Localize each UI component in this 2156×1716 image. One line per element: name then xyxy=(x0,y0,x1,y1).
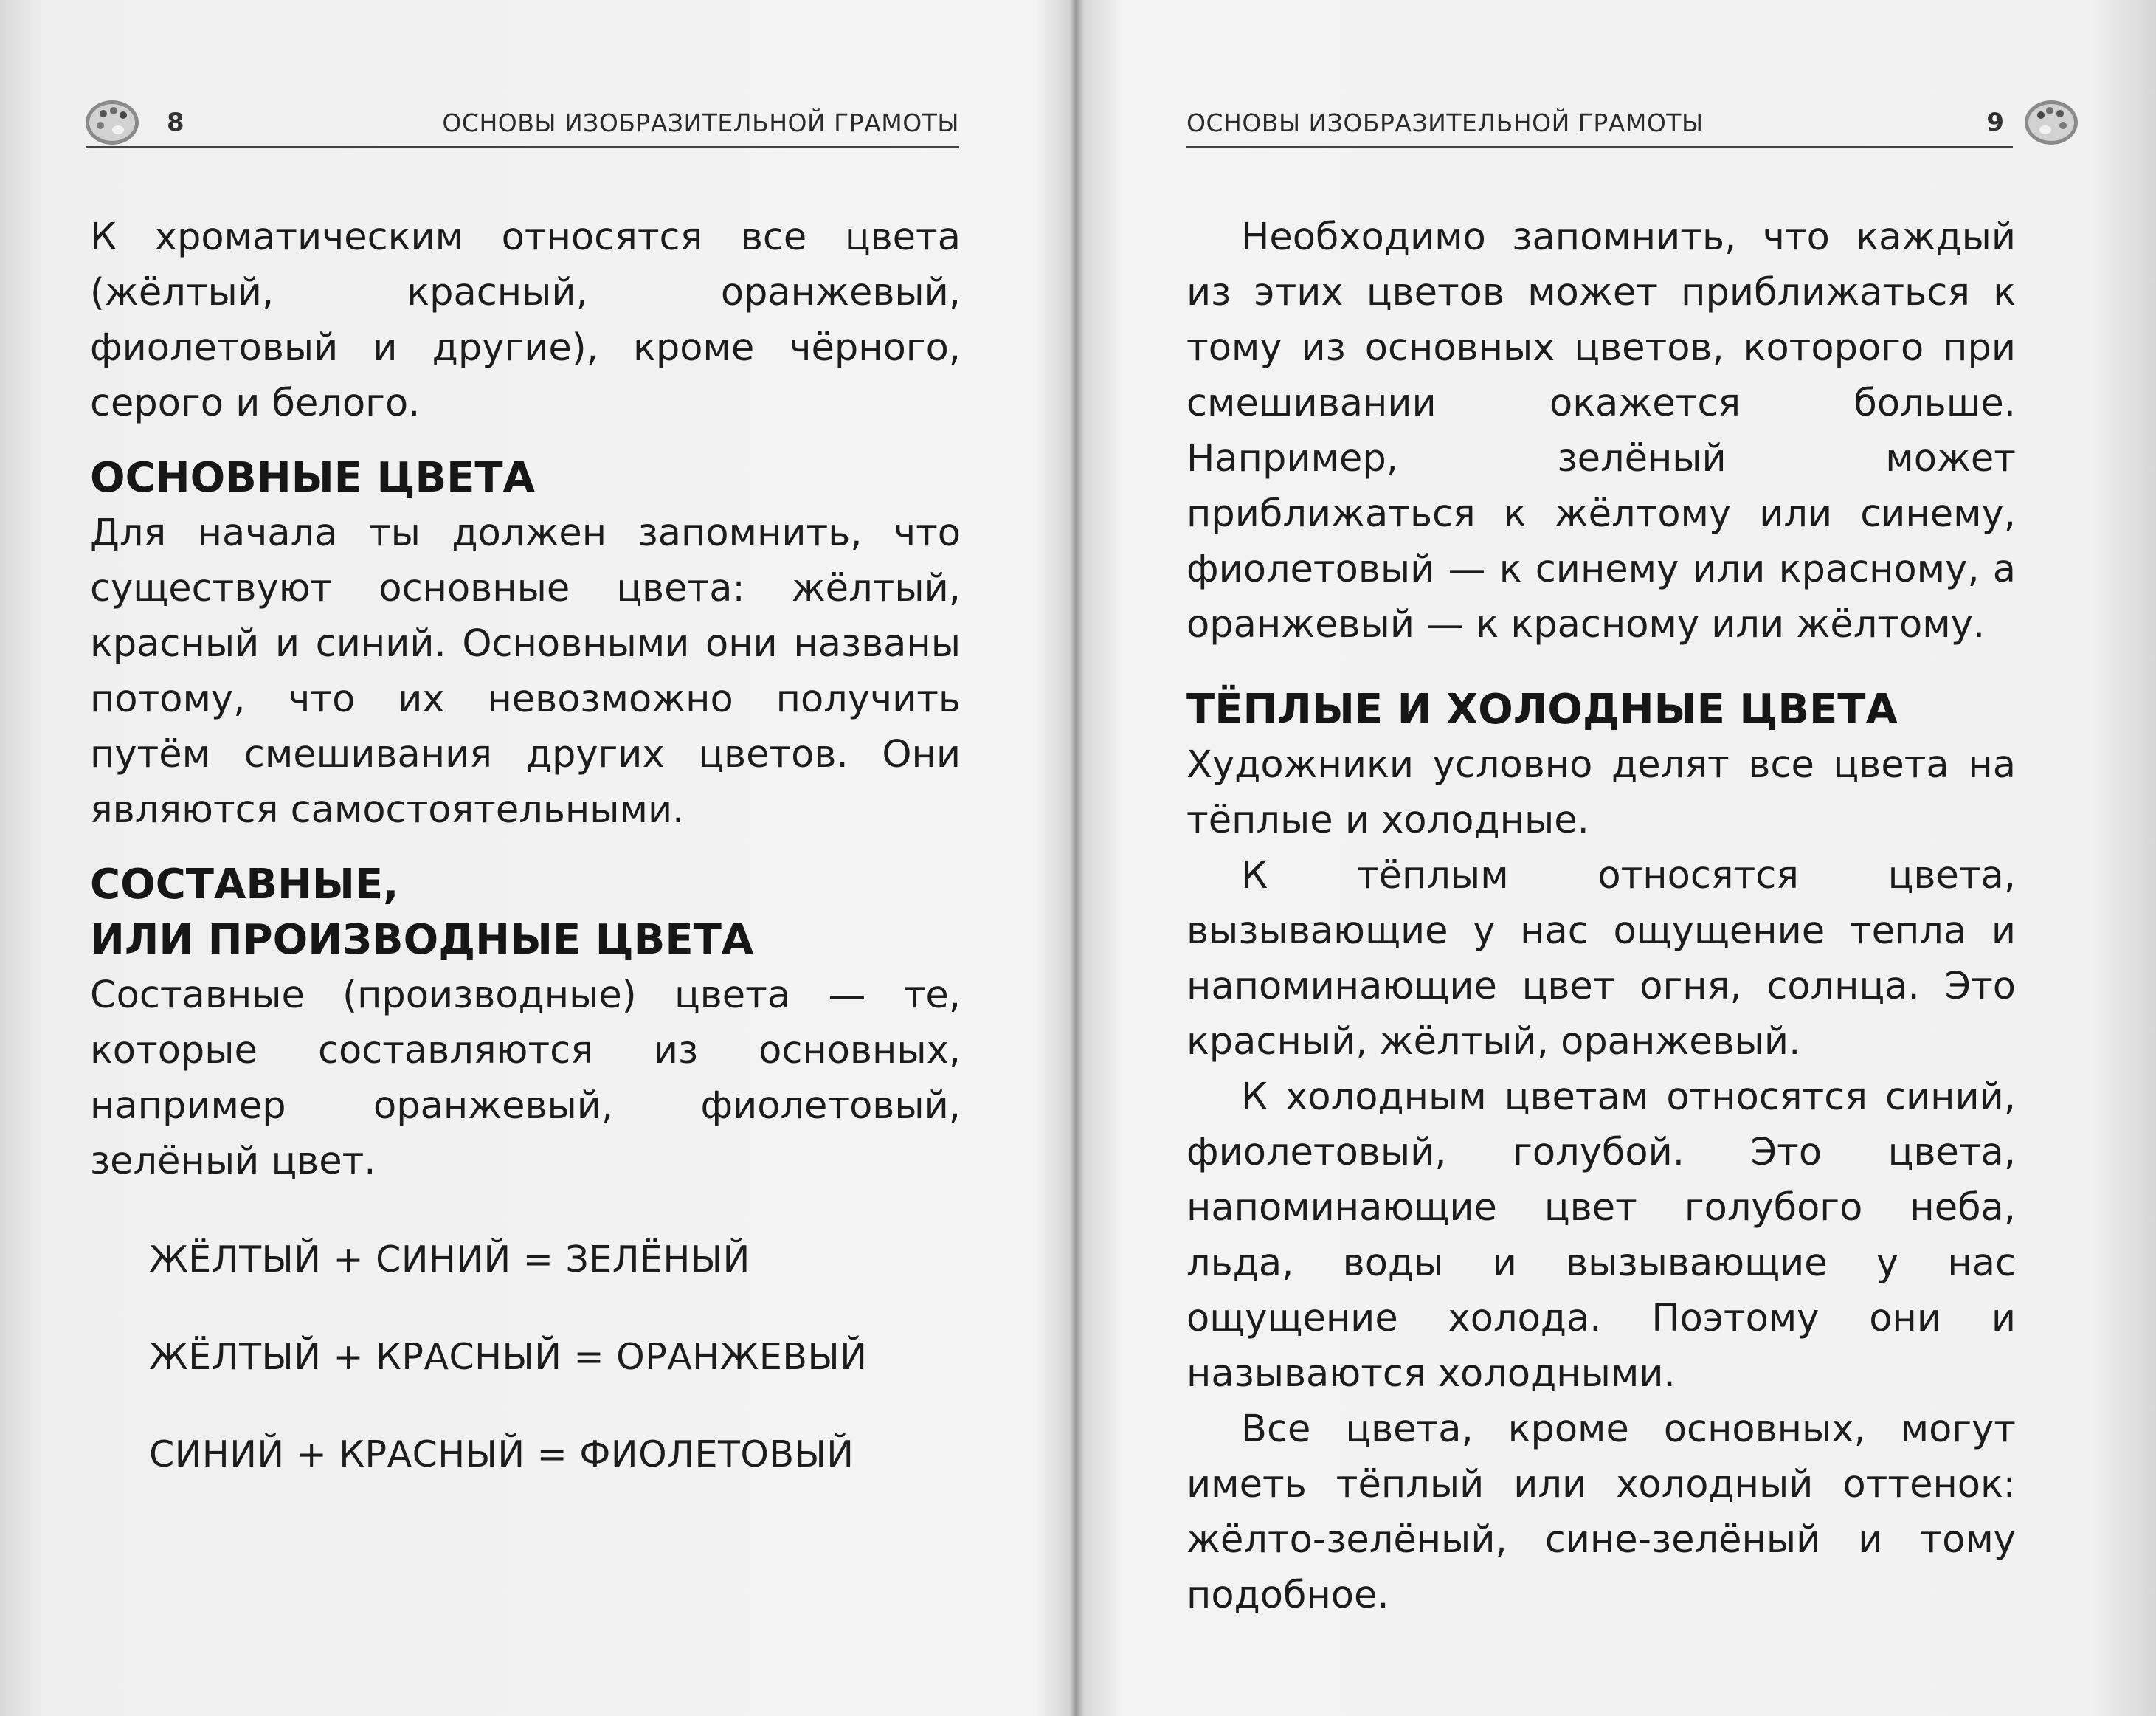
palette-icon xyxy=(2020,96,2081,148)
paragraph-4: Все цвета, кроме основных, могут иметь тёплый или холодный оттенок: жёлто-зелёный, сине-зелёный и тому подобное. xyxy=(1186,1407,2016,1617)
paragraph-3: К холодным цветам относятся синий, фиолетовый, голубой. Это цвета, напоминающие цвет голубого неба, льда, воды и вызывающие у нас ощущение холода. Поэтому они и называются холодными. xyxy=(1186,1075,2016,1396)
page-number: 8 xyxy=(167,108,184,137)
page-number: 9 xyxy=(1986,108,2004,137)
section-heading-composite-line1: СОСТАВНЫЕ, xyxy=(90,861,399,909)
formula-orange: ЖЁЛТЫЙ + КРАСНЫЙ = ОРАНЖЕВЫЙ xyxy=(149,1336,868,1378)
right-page-body xyxy=(1186,210,2016,1623)
right-page xyxy=(1079,0,2156,1716)
intro-paragraph: Необходимо запомнить, что каждый из этих цветов может приближаться к тому из основных цветов, которого при смешивании окажется больше. Например, зелёный может приближаться к жёлтому или синему, фиолетовый — к синему или красному, а оранжевый — к красному или жёлтому. xyxy=(1186,216,2016,647)
left-page-body xyxy=(90,210,961,1482)
running-head-title: ОСНОВЫ ИЗОБРАЗИТЕЛЬНОЙ ГРАМОТЫ xyxy=(442,108,959,137)
intro-paragraph: К хроматическим относятся все цвета (жёлтый, красный, оранжевый, фиолетовый и другие), кроме чёрного, серого и белого. xyxy=(90,216,961,425)
running-header xyxy=(86,94,959,148)
section-heading-warm-cold: ТЁПЛЫЕ И ХОЛОДНЫЕ ЦВЕТА xyxy=(1186,686,1898,734)
running-head-title: ОСНОВЫ ИЗОБРАЗИТЕЛЬНОЙ ГРАМОТЫ xyxy=(1186,108,1704,137)
section-heading-composite-line2: ИЛИ ПРОИЗВОДНЫЕ ЦВЕТА xyxy=(90,916,754,964)
formula-green: ЖЁЛТЫЙ + СИНИЙ = ЗЕЛЁНЫЙ xyxy=(149,1238,750,1281)
left-page xyxy=(0,0,1070,1716)
formula-violet: СИНИЙ + КРАСНЫЙ = ФИОЛЕТОВЫЙ xyxy=(149,1433,854,1475)
paragraph-1: Художники условно делят все цвета на тёплые и холодные. xyxy=(1186,743,2016,842)
running-header xyxy=(1186,94,2013,148)
color-formulas xyxy=(90,1232,961,1482)
paragraph-2: К тёплым относятся цвета, вызывающие у нас ощущение тепла и напоминающие цвет огня, солнца. Это красный, жёлтый, оранжевый. xyxy=(1186,854,2016,1064)
basic-colors-paragraph: Для начала ты должен запомнить, что существуют основные цвета: жёлтый, красный и синий. Основными они названы потому, что их невозможно получить путём смешивания других цветов. Они являются самостоятельными. xyxy=(90,511,961,832)
section-heading-basic-colors: ОСНОВНЫЕ ЦВЕТА xyxy=(90,454,535,502)
composite-colors-paragraph: Составные (производные) цвета — те, которые составляются из основных, например оранжевый, фиолетовый, зелёный цвет. xyxy=(90,974,961,1183)
